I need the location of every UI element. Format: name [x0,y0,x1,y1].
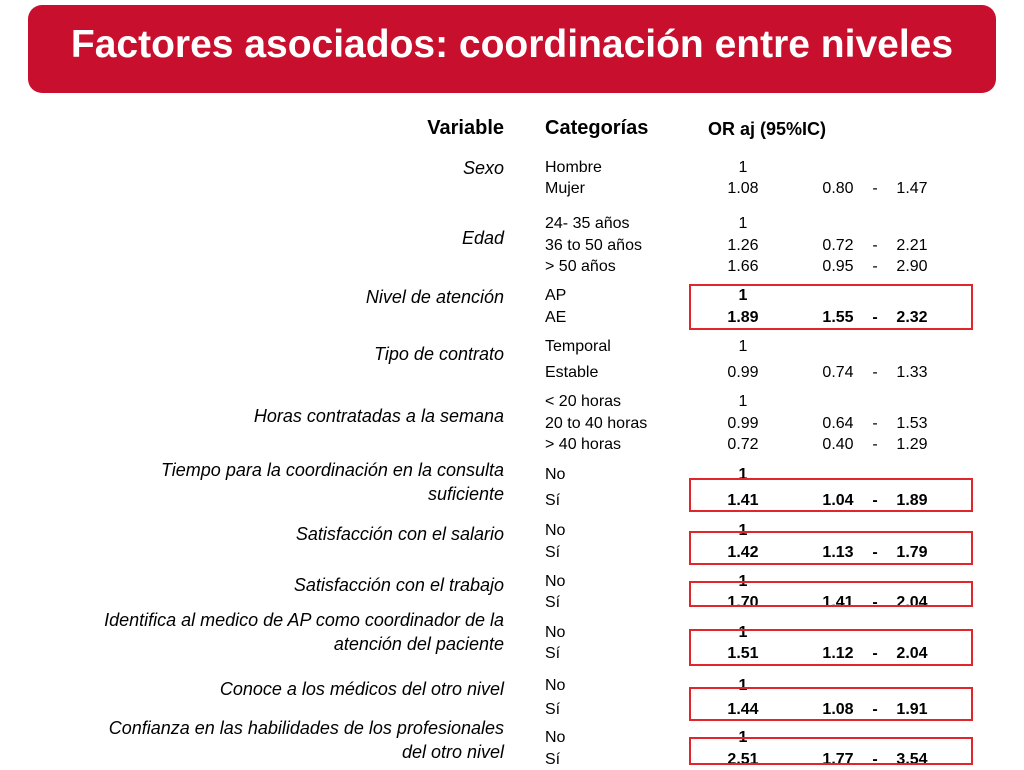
ci-lower: 0.74 [822,364,854,381]
or-value: 0.99 [727,364,759,381]
category-cell: Hombre [545,159,602,176]
header-or: OR aj (95%IC) [708,119,827,139]
ci-lower: 0.40 [822,436,854,453]
ci-lower: 1.55 [822,309,854,326]
category-cell: AE [545,309,567,326]
significant-highlight-box [689,737,973,765]
variable-label: Identifica al medico de AP como coordinador de la [104,610,504,630]
ci-upper: 1.47 [896,180,928,197]
or-value: 0.99 [727,415,759,432]
ci-upper: 3.54 [896,751,928,768]
category-cell: Sí [545,492,561,509]
or-value: 1 [738,573,748,590]
ci-upper: 2.21 [896,237,928,254]
significant-highlight-box [689,284,973,330]
category-cell: < 20 horas [545,393,622,410]
category-cell: No [545,466,566,483]
ci-lower: 1.12 [822,645,854,662]
or-value: 1 [738,729,748,746]
significant-highlight-box [689,687,973,721]
ci-upper: 1.33 [896,364,928,381]
category-cell: Temporal [545,338,611,355]
or-value: 1.70 [727,594,759,611]
or-value: 1 [738,522,748,539]
or-value: 1 [738,159,748,176]
or-value: 1.51 [727,645,759,662]
category-cell: Sí [545,701,561,718]
ci-upper: 2.04 [896,645,928,662]
significant-highlight-box [689,478,973,512]
variable-label: suficiente [427,484,504,504]
significant-highlight-box [689,581,973,607]
variable-label: Satisfacción con el salario [295,524,504,544]
or-value: 2.51 [727,751,759,768]
ci-lower: 1.77 [822,751,854,768]
ci-upper: 1.91 [896,701,928,718]
category-cell: 24- 35 años [545,215,630,232]
or-value: 0.72 [727,436,759,453]
category-cell: No [545,624,566,641]
or-value: 1.41 [727,492,759,509]
ci-upper: 1.29 [896,436,928,453]
or-value: 1 [738,393,748,410]
category-cell: No [545,729,566,746]
ci-dash: - [872,364,878,381]
variable-label: Horas contratadas a la semana [253,406,504,426]
ci-upper: 2.04 [896,594,928,611]
ci-upper: 2.90 [896,258,928,275]
significant-highlight-box [689,531,973,565]
ci-dash: - [872,258,878,275]
category-cell: > 40 horas [545,436,622,453]
title-banner [28,5,996,93]
ci-dash: - [872,701,878,718]
ci-lower: 0.72 [822,237,854,254]
or-value: 1 [738,624,748,641]
ci-dash: - [872,237,878,254]
ci-lower: 1.41 [822,594,854,611]
variable-label: Edad [461,228,504,248]
category-cell: AP [545,287,567,304]
ci-lower: 1.08 [822,701,854,718]
or-value: 1 [738,287,748,304]
category-cell: No [545,573,566,590]
ci-lower: 1.04 [822,492,854,509]
category-cell: Sí [545,544,561,561]
or-value: 1.42 [727,544,759,561]
variable-label: Sexo [462,158,504,178]
ci-dash: - [872,415,878,432]
or-value: 1 [738,677,748,694]
variable-label: Nivel de atención [365,287,504,307]
category-cell: Mujer [545,180,586,197]
significant-highlight-box [689,629,973,666]
category-cell: Sí [545,751,561,768]
variable-label: Satisfacción con el trabajo [293,575,504,595]
category-cell: Sí [545,645,561,662]
ci-lower: 1.13 [822,544,854,561]
ci-dash: - [872,594,878,611]
or-value: 1.89 [727,309,759,326]
or-value: 1 [738,215,748,232]
ci-upper: 1.89 [896,492,928,509]
category-cell: 36 to 50 años [545,237,642,254]
ci-upper: 1.79 [896,544,928,561]
category-cell: 20 to 40 horas [545,415,648,432]
ci-lower: 0.95 [822,258,854,275]
slide-title: Factores asociados: coordinación entre niveles [70,23,954,66]
category-cell: > 50 años [545,258,616,275]
ci-dash: - [872,309,878,326]
ci-lower: 0.80 [822,180,854,197]
variable-label: del otro nivel [401,742,504,762]
variable-label: Tipo de contrato [374,344,504,364]
ci-dash: - [872,751,878,768]
or-value: 1.26 [727,237,759,254]
category-cell: Sí [545,594,561,611]
category-cell: No [545,522,566,539]
or-value: 1.08 [727,180,759,197]
ci-upper: 1.53 [896,415,928,432]
header-variable: Variable [427,117,504,139]
ci-upper: 2.32 [896,309,928,326]
variable-label: Tiempo para la coordinación en la consulta [160,460,504,480]
category-cell: No [545,677,566,694]
variable-label: Conoce a los médicos del otro nivel [219,679,504,699]
ci-dash: - [872,645,878,662]
or-value: 1 [738,466,748,483]
ci-lower: 0.64 [822,415,854,432]
ci-dash: - [872,544,878,561]
variable-label: atención del paciente [333,634,504,654]
or-value: 1.44 [727,701,759,718]
ci-dash: - [872,436,878,453]
ci-dash: - [872,180,878,197]
variable-label: Confianza en las habilidades de los profesionales [108,718,504,738]
or-value: 1.66 [727,258,759,275]
ci-dash: - [872,492,878,509]
header-categories: Categorías [545,117,649,139]
category-cell: Estable [545,364,599,381]
or-value: 1 [738,338,748,355]
